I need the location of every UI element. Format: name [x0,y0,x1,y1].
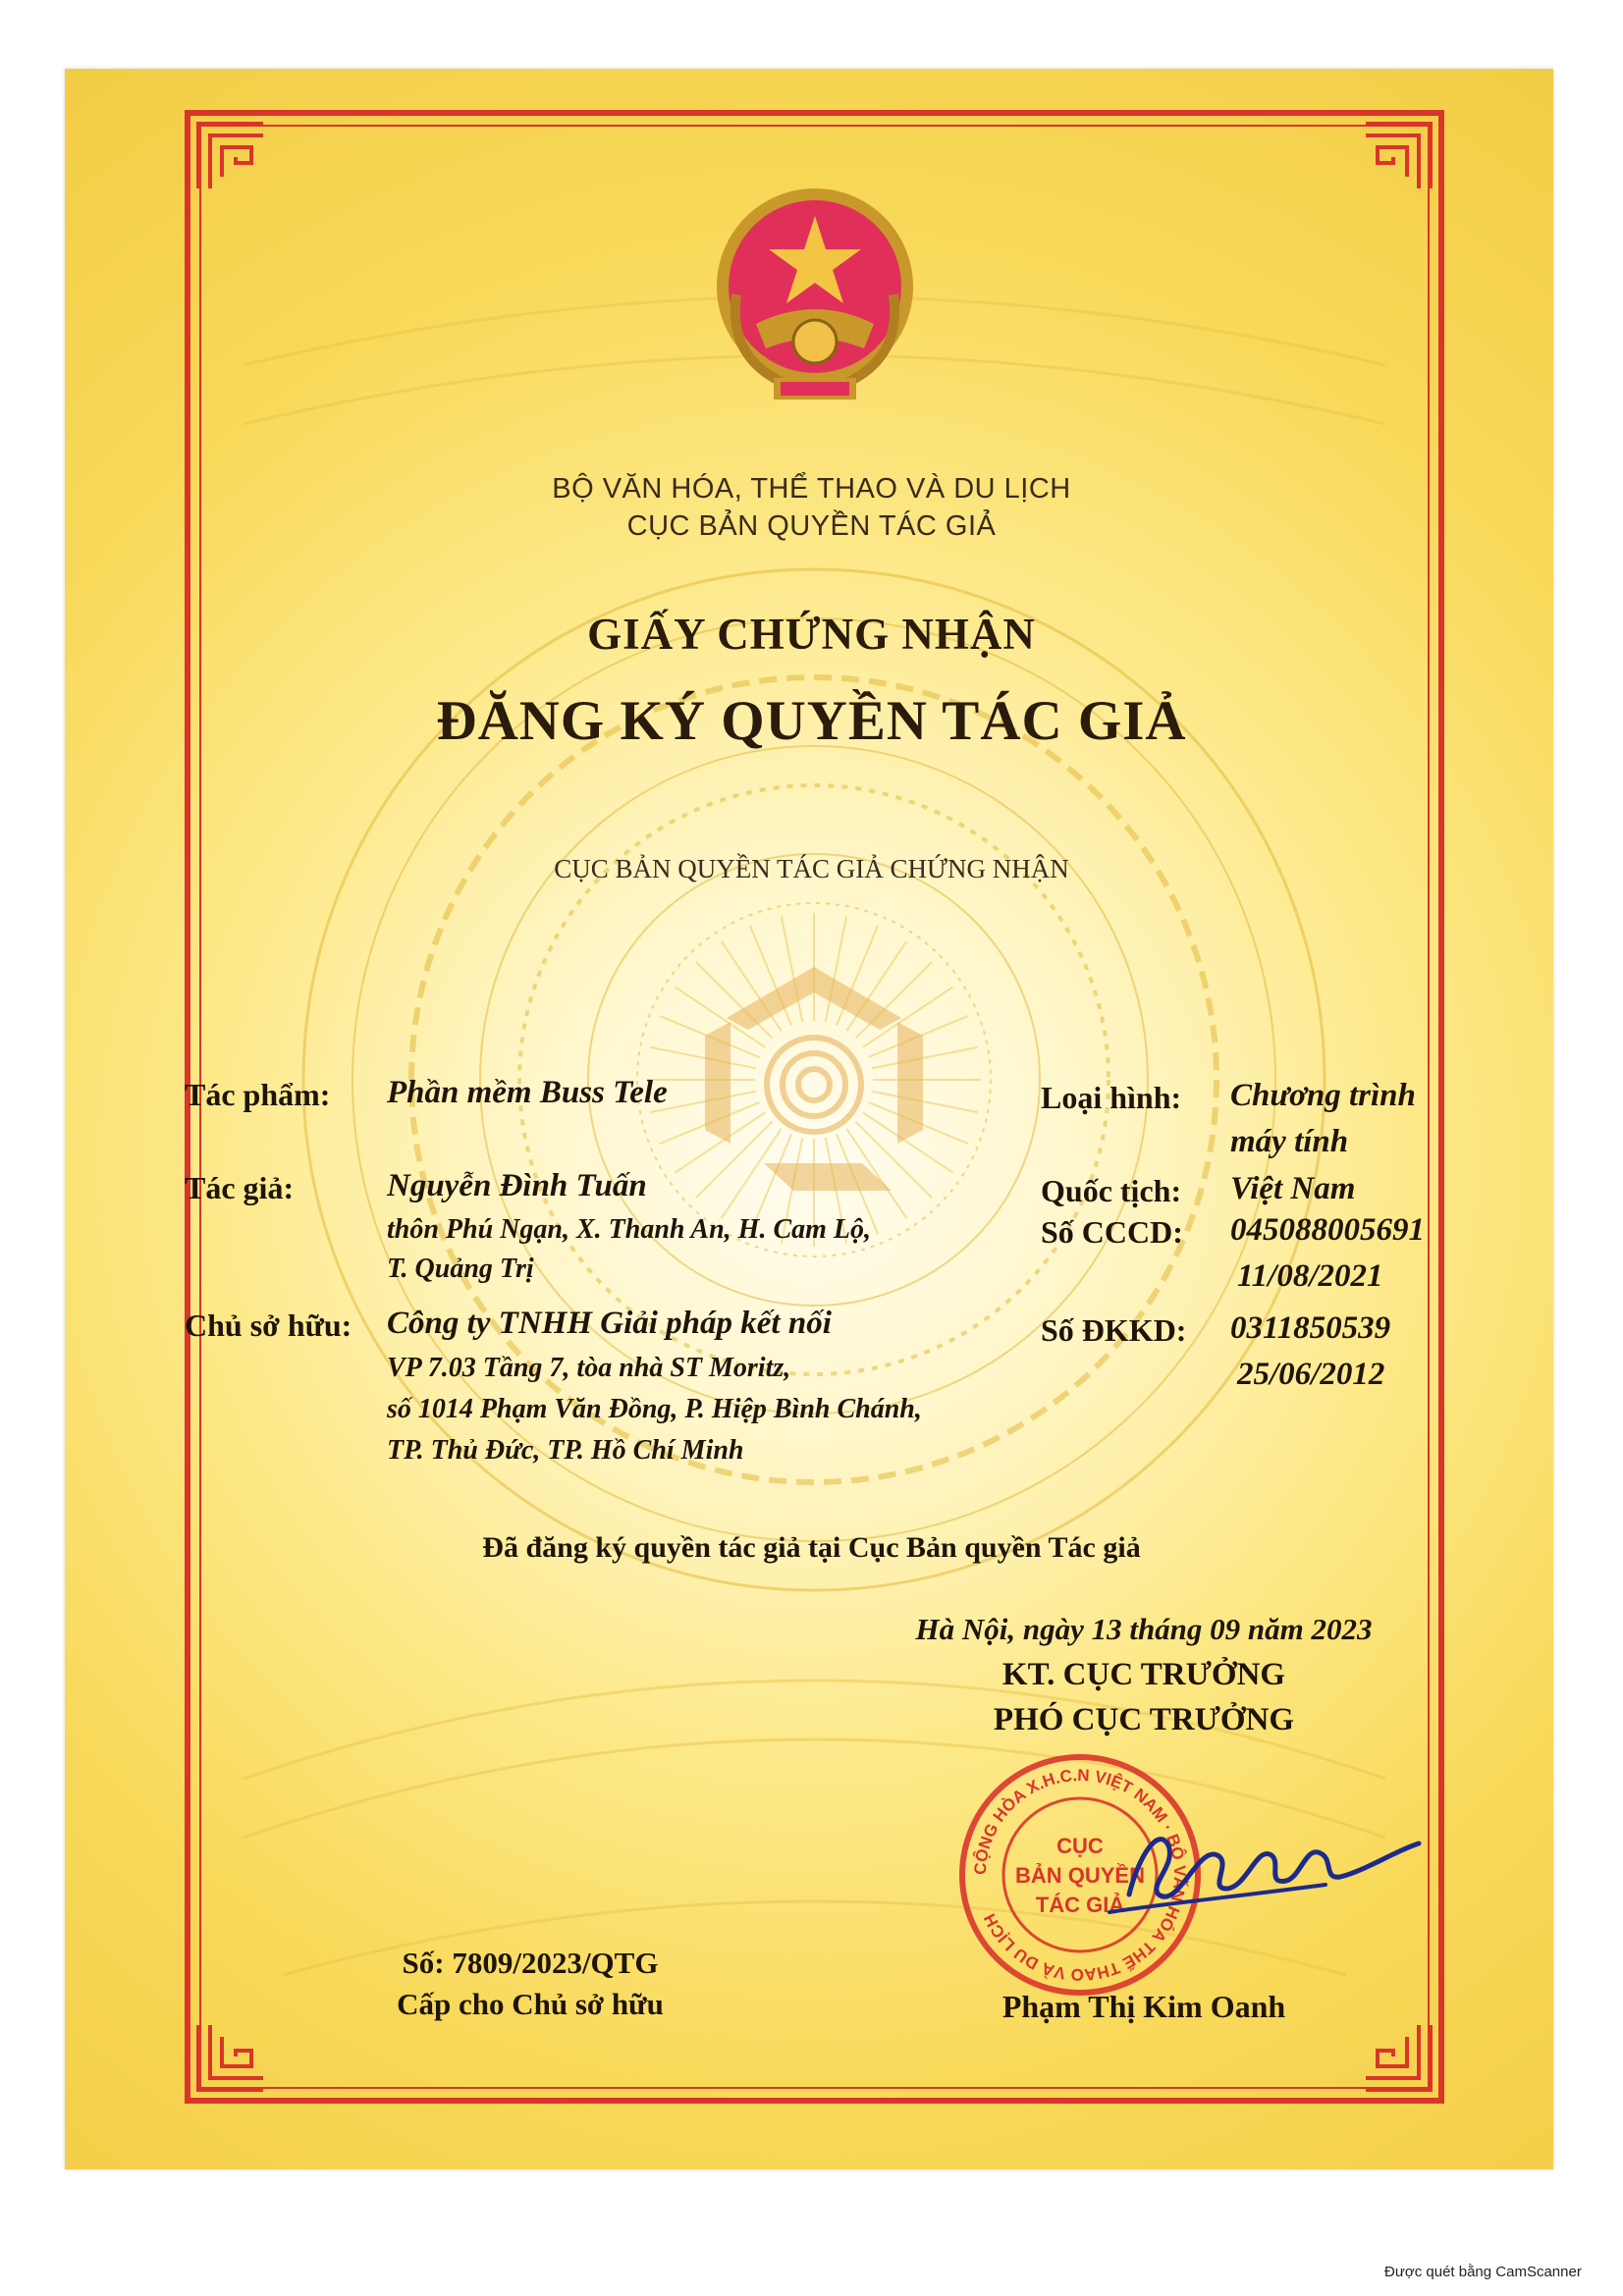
type-label: Loại hình: [1041,1080,1182,1115]
business-reg-number: 0311850539 [1230,1310,1391,1346]
owner-address-line3: TP. Thủ Đức, TP. Hồ Chí Minh [387,1435,744,1466]
corner-ornament-top-left [192,118,269,194]
certify-line: CỤC BẢN QUYỀN TÁC GIẢ CHỨNG NHẬN [554,854,1069,883]
work-label: Tác phẩm: [185,1077,331,1112]
watermark-logo-icon [705,967,923,1202]
type-value-line1: Chương trình [1230,1078,1416,1113]
owner-name: Công ty TNHH Giải pháp kết nối [387,1306,832,1341]
owner-address-line1: VP 7.03 Tầng 7, tòa nhà ST Moritz, [387,1353,791,1383]
author-label: Tác giả: [185,1170,295,1205]
registered-statement: Đã đăng ký quyền tác giả tại Cục Bản quyền Tác giả [482,1531,1141,1564]
seal-center-line2: BẢN QUYỀN [1014,1863,1146,1888]
nationality-value: Việt Nam [1230,1171,1356,1206]
scanner-watermark: Được quét bằng CamScanner [1384,2264,1582,2280]
ministry-name: BỘ VĂN HÓA, THỂ THAO VÀ DU LỊCH [552,473,1071,505]
owner-address-line2: số 1014 Phạm Văn Đồng, P. Hiệp Bình Chánh, [387,1394,922,1424]
seal-center-line1: CỤC [1056,1834,1104,1858]
id-card-label: Số CCCD: [1041,1214,1183,1250]
author-address-line2: T. Quảng Trị [387,1254,534,1284]
author-address-line1: thôn Phú Ngạn, X. Thanh An, H. Cam Lộ, [387,1214,872,1245]
business-reg-date: 25/06/2012 [1237,1357,1385,1392]
corner-ornament-top-right [1360,118,1436,194]
id-card-number: 045088005691 [1230,1212,1425,1248]
certificate-subtitle: ĐĂNG KÝ QUYỀN TÁC GIẢ [436,690,1187,752]
certificate-title: GIẤY CHỨNG NHẬN [587,610,1036,659]
seal-center-line3: TÁC GIẢ [1035,1893,1125,1917]
corner-ornament-bottom-right [1360,2019,1436,2096]
type-value-line2: máy tính [1230,1124,1349,1159]
business-reg-label: Số ĐKKD: [1041,1312,1187,1348]
owner-label: Chủ sở hữu: [185,1308,352,1343]
handwritten-signature [1100,1787,1424,1924]
corner-ornament-bottom-left [192,2019,269,2096]
signer-title-1: KT. CỤC TRƯỞNG [1001,1657,1286,1692]
author-name: Nguyễn Đình Tuấn [387,1168,647,1203]
id-card-date: 11/08/2021 [1237,1258,1383,1294]
certificate-number: Số: 7809/2023/QTG [402,1946,659,1980]
work-value: Phần mềm Buss Tele [387,1075,668,1110]
issued-to: Cấp cho Chủ sở hữu [397,1987,664,2021]
nationality-label: Quốc tịch: [1041,1173,1182,1208]
department-name: CỤC BẢN QUYỀN TÁC GIẢ [626,510,997,542]
place-date: Hà Nội, ngày 13 tháng 09 năm 2023 [915,1612,1373,1646]
signer-title-2: PHÓ CỤC TRƯỞNG [993,1702,1295,1737]
national-emblem-icon [697,177,933,412]
seal-ring-text: CỘNG HÒA X.H.C.N VIỆT NAM · BỘ VĂN HÓA THỂ THAO VÀ DU LỊCH [970,1765,1190,1985]
signer-name: Phạm Thị Kim Oanh [1001,1989,1286,2024]
